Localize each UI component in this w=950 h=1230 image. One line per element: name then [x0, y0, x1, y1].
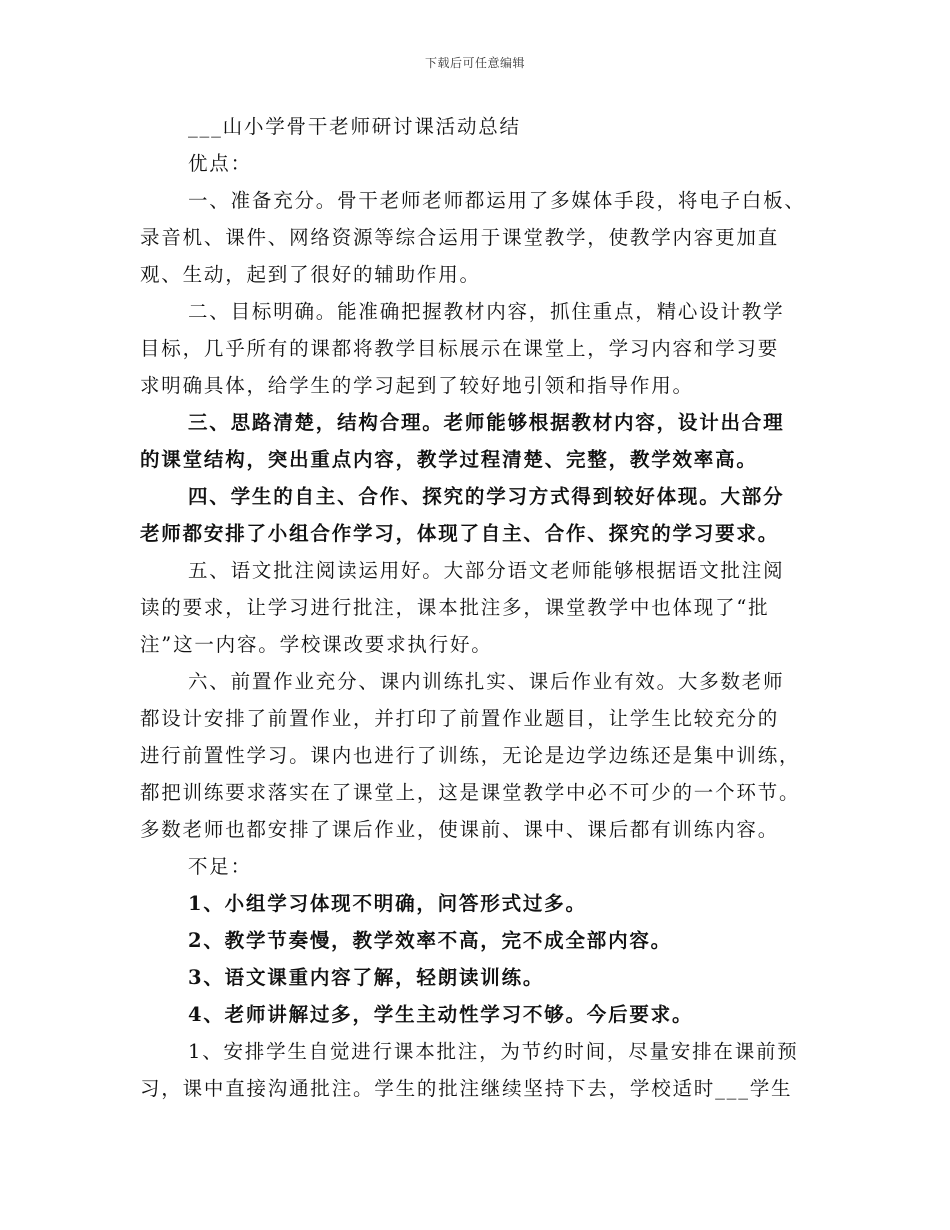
- weakness-item: 1、小组学习体现不明确，问答形式过多。: [188, 892, 587, 915]
- paragraph-line: 录音机、课件、网络资源等综合运用于课堂教学，使教学内容更加直: [140, 226, 780, 249]
- paragraph-line: 读的要求，让学习进行批注，课本批注多，课堂教学中也体现了“批: [140, 596, 770, 619]
- strength-item-4: [140, 478, 830, 552]
- paragraph-line: 六、前置作业充分、课内训练扎实、课后作业有效。大多数老师: [188, 670, 785, 693]
- document-title: ___山小学骨干老师研讨课活动总结: [188, 115, 521, 138]
- strength-item-1: [140, 182, 830, 293]
- paragraph-line: 都把训练要求落实在了课堂上，这是课堂教学中必不可少的一个环节。: [140, 781, 801, 804]
- paragraph-line: 二、目标明确。能准确把握教材内容，抓住重点，精心设计教学: [188, 300, 785, 323]
- paragraph-line: 五、语文批注阅读运用好。大部分语文老师能够根据语文批注阅: [188, 559, 785, 582]
- strength-item-2: [140, 293, 830, 404]
- paragraph-line: 习，课中直接沟通批注。学生的批注继续坚持下去，学校适时___学生: [140, 1077, 793, 1100]
- paragraph-line: 都设计安排了前置作业，并打印了前置作业题目，让学生比较充分的: [140, 707, 780, 730]
- paragraph-line: 四、学生的自主、合作、探究的学习方式得到较好体现。大部分: [188, 485, 785, 508]
- strength-item-3: [140, 404, 830, 478]
- strengths-heading: 优点：: [188, 152, 252, 175]
- paragraph-line: 老师都安排了小组合作学习，体现了自主、合作、探究的学习要求。: [140, 522, 780, 545]
- weakness-item: 4、老师讲解过多，学生主动性学习不够。今后要求。: [188, 1003, 694, 1026]
- paragraph-line: 多数老师也都安排了课后作业，使课前、课中、课后都有训练内容。: [140, 818, 780, 841]
- weakness-item: 2、教学节奏慢，教学效率不高，完不成全部内容。: [188, 929, 672, 952]
- paragraph-line: 一、准备充分。骨干老师老师都运用了多媒体手段，将电子白板、: [188, 189, 806, 212]
- paragraph-line: 的课堂结构，突出重点内容，教学过程清楚、完整，教学效率高。: [140, 448, 758, 471]
- paragraph-line: 进行前置性学习。课内也进行了训练，无论是边学边练还是集中训练，: [140, 744, 801, 767]
- paragraph-line: 三、思路清楚，结构合理。老师能够根据教材内容，设计出合理: [188, 411, 785, 434]
- paragraph-line: 求明确具体，给学生的学习起到了较好地引领和指导作用。: [140, 374, 694, 397]
- weaknesses-list: [140, 885, 830, 1033]
- paragraph-line: 目标，几乎所有的课都将教学目标展示在课堂上，学习内容和学习要: [140, 337, 780, 360]
- paragraph-line: 注”这一内容。学校课改要求执行好。: [140, 633, 493, 656]
- paragraph-line: 1、安排学生自觉进行课本批注，为节约时间，尽量安排在课前预: [188, 1040, 799, 1063]
- weakness-item: 3、语文课重内容了解，轻朗读训练。: [188, 966, 545, 989]
- requirement-item-1: [140, 1033, 830, 1107]
- paragraph-line: 观、生动，起到了很好的辅助作用。: [140, 263, 481, 286]
- strength-item-5: [140, 552, 830, 663]
- strength-item-6: [140, 663, 830, 848]
- document-body: [140, 108, 830, 1107]
- weaknesses-heading: 不足：: [188, 855, 252, 878]
- header-note: 下载后可任意编辑: [424, 56, 525, 70]
